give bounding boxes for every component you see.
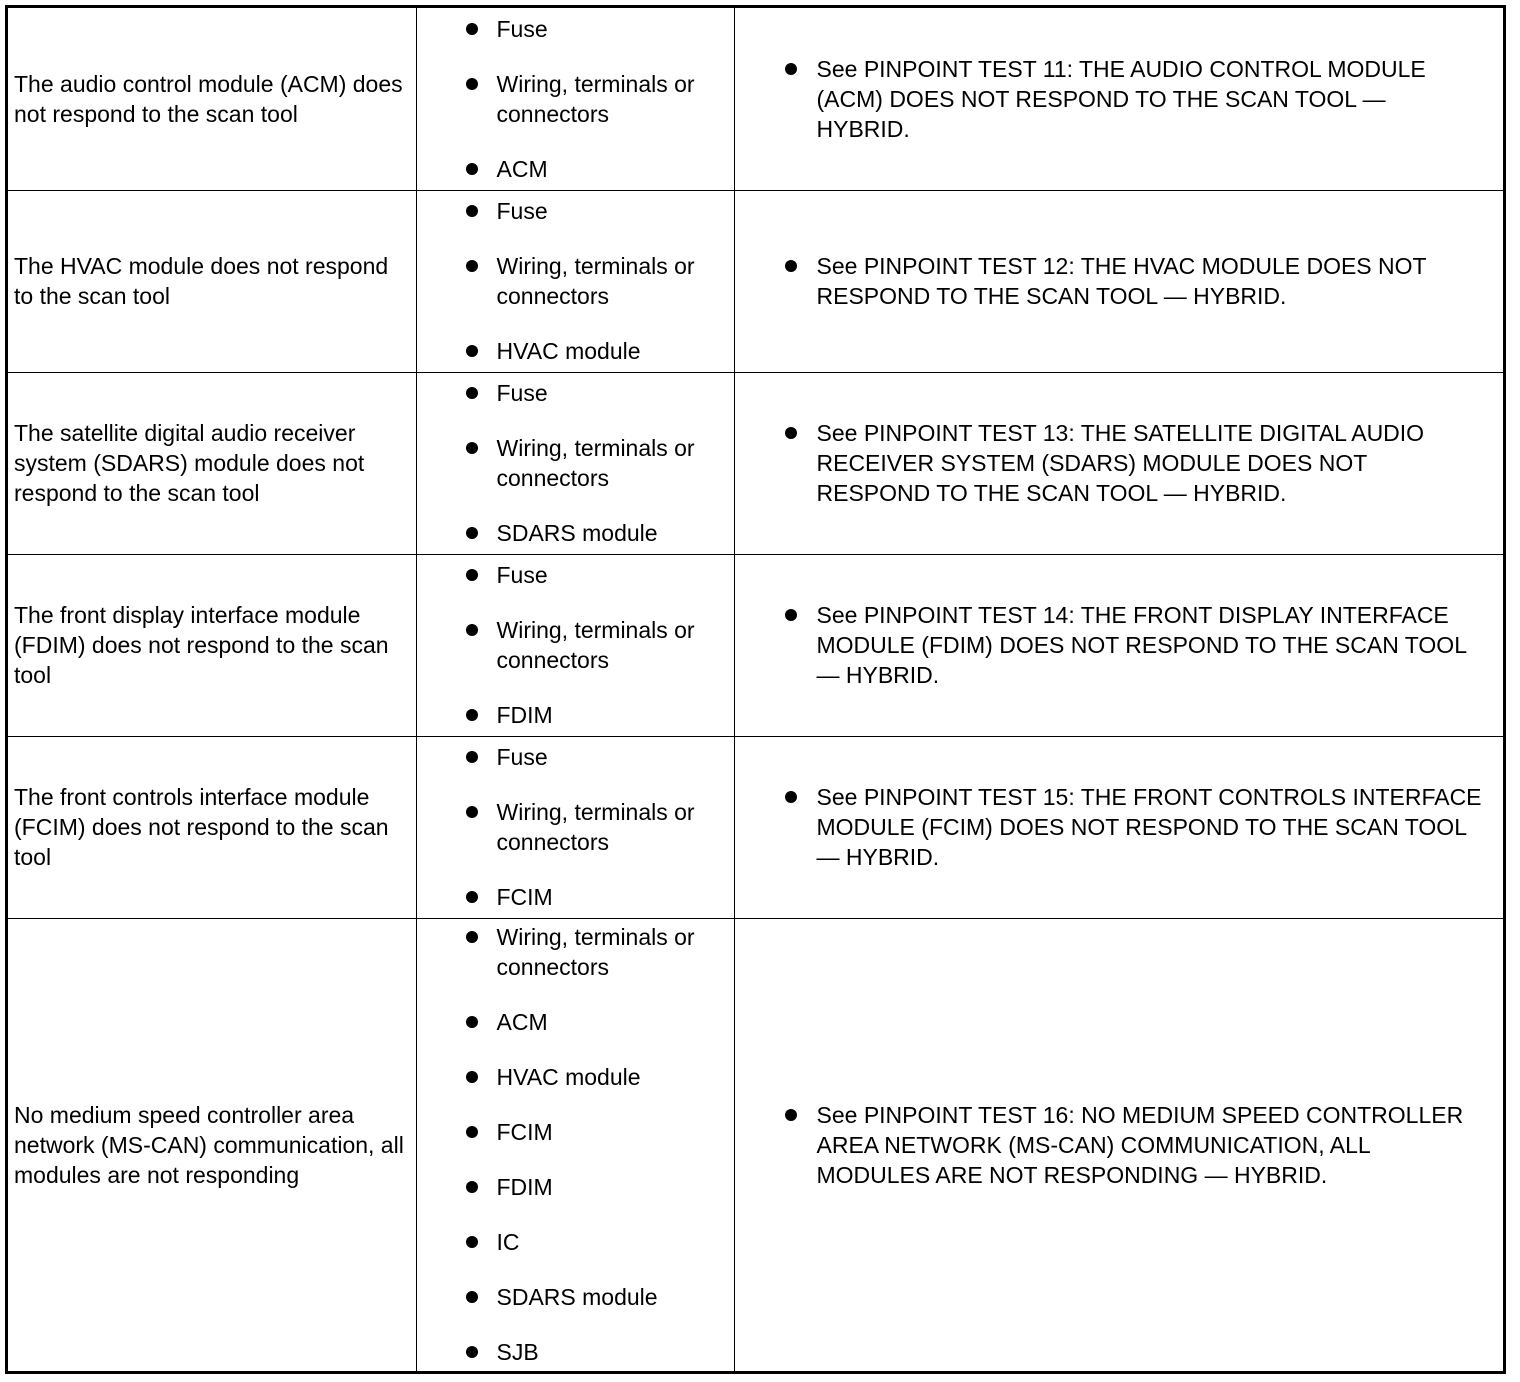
source-label: Fuse: [496, 198, 548, 224]
source-label: Wiring, terminals or connectors: [496, 924, 695, 981]
bullet-icon: [466, 709, 478, 721]
list-item: [417, 1282, 734, 1312]
source-label: FDIM: [496, 1174, 553, 1201]
list-item: [417, 69, 734, 129]
possible-sources-cell: [416, 918, 734, 1371]
table-row: [8, 190, 1503, 372]
list-item: [417, 1337, 734, 1367]
bullet-icon: [466, 931, 478, 943]
bullet-icon: [466, 527, 478, 539]
action-cell: [734, 554, 1503, 736]
action-cell: [734, 918, 1503, 1371]
action-item: [735, 251, 1504, 311]
action-cell: [734, 8, 1503, 190]
action-item: [735, 54, 1504, 144]
list-item: [417, 1062, 734, 1092]
list-item: [417, 196, 734, 226]
list-item: [417, 1007, 734, 1037]
bullet-icon: [785, 260, 797, 272]
source-label: SDARS module: [496, 520, 658, 546]
list-item: [417, 1227, 734, 1257]
bullet-icon: [466, 163, 478, 175]
source-label: Fuse: [496, 744, 548, 770]
bullet-icon: [466, 1291, 478, 1303]
bullet-icon: [466, 624, 478, 636]
bullet-icon: [466, 569, 478, 581]
action-cell: [734, 372, 1503, 554]
symptom-chart-table-frame: [5, 5, 1506, 1374]
list-item: [417, 433, 734, 493]
possible-sources-cell: [416, 554, 734, 736]
bullet-icon: [466, 345, 478, 357]
list-item: [417, 518, 734, 548]
condition-cell: The audio control module (ACM) does not respond to the scan tool: [8, 8, 416, 190]
bullet-icon: [466, 1346, 478, 1358]
action-item: [735, 1100, 1504, 1190]
condition-cell: The HVAC module does not respond to the scan tool: [8, 190, 416, 372]
possible-sources-cell: [416, 736, 734, 918]
bullet-icon: [466, 260, 478, 272]
list-item: [417, 336, 734, 366]
action-text: See PINPOINT TEST 16: NO MEDIUM SPEED CONTROLLER AREA NETWORK (MS-CAN) COMMUNICATION, ALL MODULES ARE NOT RESPONDING — HYBRID.: [816, 1101, 1464, 1188]
source-label: Wiring, terminals or connectors: [496, 435, 695, 491]
action-item: [735, 600, 1504, 690]
table-row: [8, 918, 1503, 1371]
action-item: [735, 782, 1504, 872]
possible-sources-list: [417, 560, 734, 730]
condition-cell: The front display interface module (FDIM) does not respond to the scan tool: [8, 554, 416, 736]
source-label: HVAC module: [496, 338, 641, 364]
source-label: Wiring, terminals or connectors: [496, 617, 695, 673]
source-label: IC: [496, 1229, 520, 1256]
list-item: [417, 1117, 734, 1147]
source-label: Fuse: [496, 380, 548, 406]
list-item: [417, 154, 734, 184]
table-row: [8, 736, 1503, 918]
table-row: [8, 8, 1503, 190]
bullet-icon: [466, 806, 478, 818]
table-row: [8, 554, 1503, 736]
list-item: [417, 251, 734, 311]
action-cell: [734, 190, 1503, 372]
bullet-icon: [466, 1071, 478, 1083]
source-label: Wiring, terminals or connectors: [496, 799, 695, 855]
bullet-icon: [466, 1126, 478, 1138]
condition-cell: The front controls interface module (FCIM) does not respond to the scan tool: [8, 736, 416, 918]
source-label: Wiring, terminals or connectors: [496, 70, 695, 127]
source-label: ACM: [496, 1009, 548, 1036]
bullet-icon: [785, 791, 797, 803]
possible-sources-list: [417, 378, 734, 548]
bullet-icon: [466, 23, 478, 35]
source-label: SJB: [496, 1339, 539, 1366]
possible-sources-cell: [416, 190, 734, 372]
possible-sources-list: [417, 196, 734, 366]
list-item: [417, 378, 734, 408]
list-item: [417, 742, 734, 772]
source-label: Wiring, terminals or connectors: [496, 253, 695, 309]
symptom-chart-table: [8, 8, 1503, 1371]
table-row: [8, 372, 1503, 554]
action-text: See PINPOINT TEST 13: THE SATELLITE DIGITAL AUDIO RECEIVER SYSTEM (SDARS) MODULE DOES NOT RESPOND TO THE SCAN TOOL — HYBRID.: [816, 420, 1425, 506]
list-item: [417, 882, 734, 912]
action-text: See PINPOINT TEST 12: THE HVAC MODULE DOES NOT RESPOND TO THE SCAN TOOL — HYBRID.: [816, 253, 1427, 309]
list-item: [417, 1172, 734, 1202]
list-item: [417, 560, 734, 590]
possible-sources-list: [417, 922, 734, 1367]
bullet-icon: [466, 891, 478, 903]
source-label: Fuse: [496, 562, 548, 588]
action-item: [735, 418, 1504, 508]
bullet-icon: [785, 63, 797, 75]
bullet-icon: [466, 751, 478, 763]
list-item: [417, 14, 734, 44]
condition-cell: No medium speed controller area network (MS-CAN) communication, all modules are not responding: [8, 918, 416, 1371]
source-label: FCIM: [496, 884, 553, 910]
bullet-icon: [466, 387, 478, 399]
list-item: [417, 615, 734, 675]
possible-sources-list: [417, 14, 734, 184]
source-label: FCIM: [496, 1119, 553, 1146]
source-label: FDIM: [496, 702, 553, 728]
bullet-icon: [466, 1236, 478, 1248]
list-item: [417, 700, 734, 730]
action-cell: [734, 736, 1503, 918]
source-label: Fuse: [496, 15, 548, 42]
possible-sources-list: [417, 742, 734, 912]
possible-sources-cell: [416, 372, 734, 554]
source-label: ACM: [496, 155, 548, 182]
source-label: HVAC module: [496, 1064, 641, 1091]
condition-cell: The satellite digital audio receiver system (SDARS) module does not respond to the scan tool: [8, 372, 416, 554]
bullet-icon: [466, 1181, 478, 1193]
bullet-icon: [466, 442, 478, 454]
action-text: See PINPOINT TEST 14: THE FRONT DISPLAY INTERFACE MODULE (FDIM) DOES NOT RESPOND TO THE SCAN TOOL — HYBRID.: [816, 602, 1467, 688]
bullet-icon: [466, 1016, 478, 1028]
bullet-icon: [466, 205, 478, 217]
bullet-icon: [785, 609, 797, 621]
source-label: SDARS module: [496, 1284, 658, 1311]
possible-sources-cell: [416, 8, 734, 190]
bullet-icon: [785, 427, 797, 439]
action-text: See PINPOINT TEST 11: THE AUDIO CONTROL MODULE (ACM) DOES NOT RESPOND TO THE SCAN TOOL — HYBRID.: [816, 55, 1426, 142]
bullet-icon: [785, 1109, 797, 1121]
action-text: See PINPOINT TEST 15: THE FRONT CONTROLS INTERFACE MODULE (FCIM) DOES NOT RESPOND TO THE SCAN TOOL — HYBRID.: [816, 784, 1482, 870]
bullet-icon: [466, 78, 478, 90]
list-item: [417, 797, 734, 857]
list-item: [417, 922, 734, 982]
